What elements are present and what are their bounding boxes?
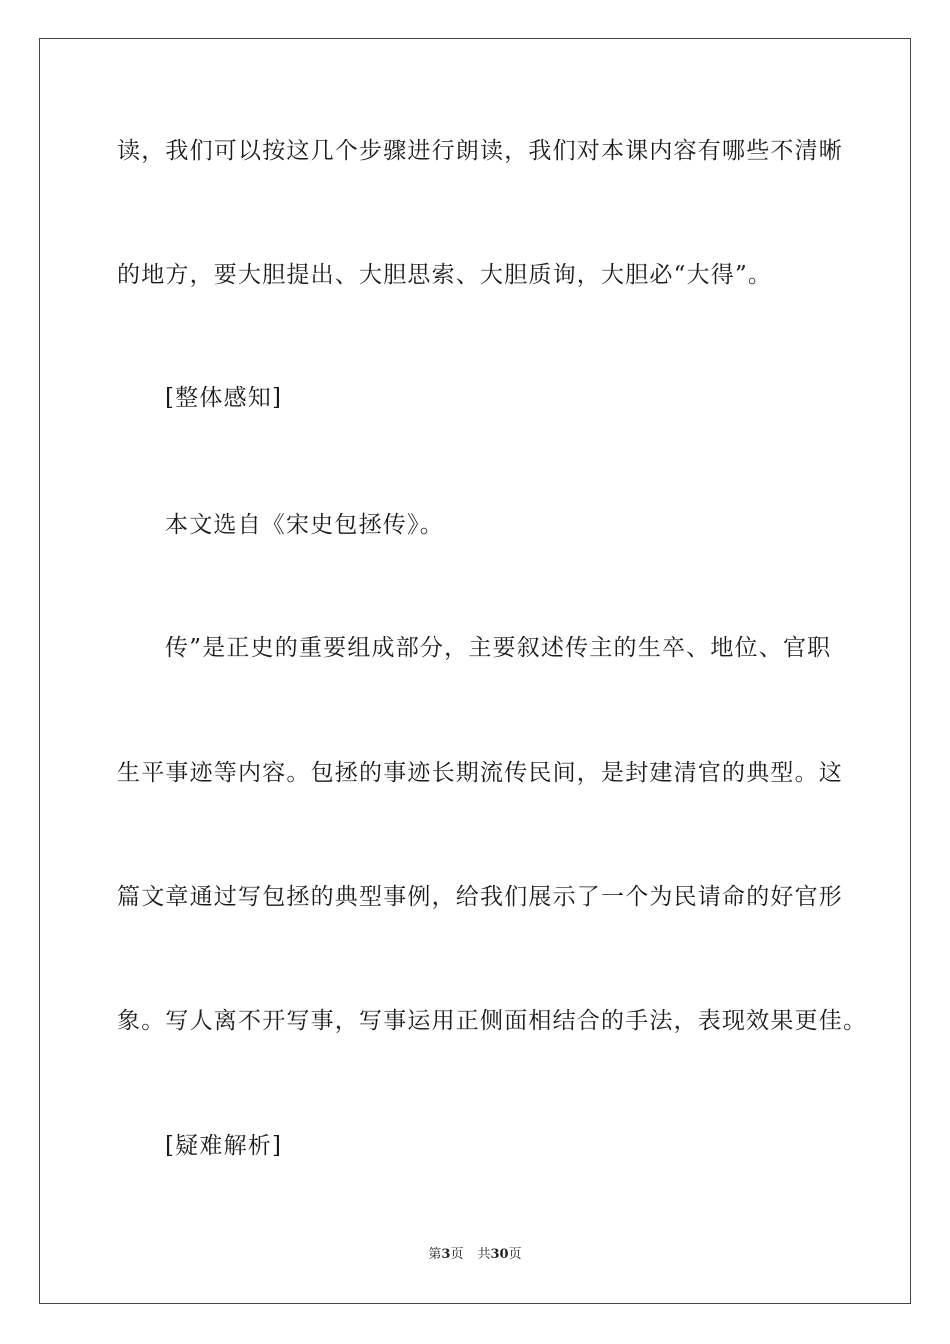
body-line-1: 读，我们可以按这几个步骤进行朗读，我们对本课内容有哪些不清晰 [117,138,843,164]
footer-total-prefix: 共 [477,1247,491,1262]
body-line-6: 象。写人离不开写事，写事运用正侧面相结合的手法，表现效果更佳。 [117,1008,868,1034]
footer-page-suffix: 页 [450,1247,464,1262]
body-line-4: 生平事迹等内容。包拯的事迹长期流传民间，是封建清官的典型。这 [117,760,843,786]
footer-page-prefix: 第 [428,1247,442,1262]
body-line-3: 传”是正史的重要组成部分，主要叙述传主的生卒、地位、官职 [165,635,832,661]
page-footer [0,1246,950,1264]
body-line-5: 篇文章通过写包拯的典型事例，给我们展示了一个为民请命的好官形 [117,884,843,910]
footer-total-pages: 30 [490,1247,509,1262]
body-line-source: 本文选自《宋史包拯传》。 [165,512,444,538]
section-heading-overview: [整体感知] [165,385,283,411]
section-heading-difficulties: [疑难解析] [165,1133,283,1159]
body-line-2: 的地方，要大胆提出、大胆思索、大胆质询，大胆必“大得”。 [117,262,773,288]
page-border [39,38,911,1304]
footer-total-suffix: 页 [508,1247,522,1262]
footer-page-number: 3 [441,1247,451,1262]
